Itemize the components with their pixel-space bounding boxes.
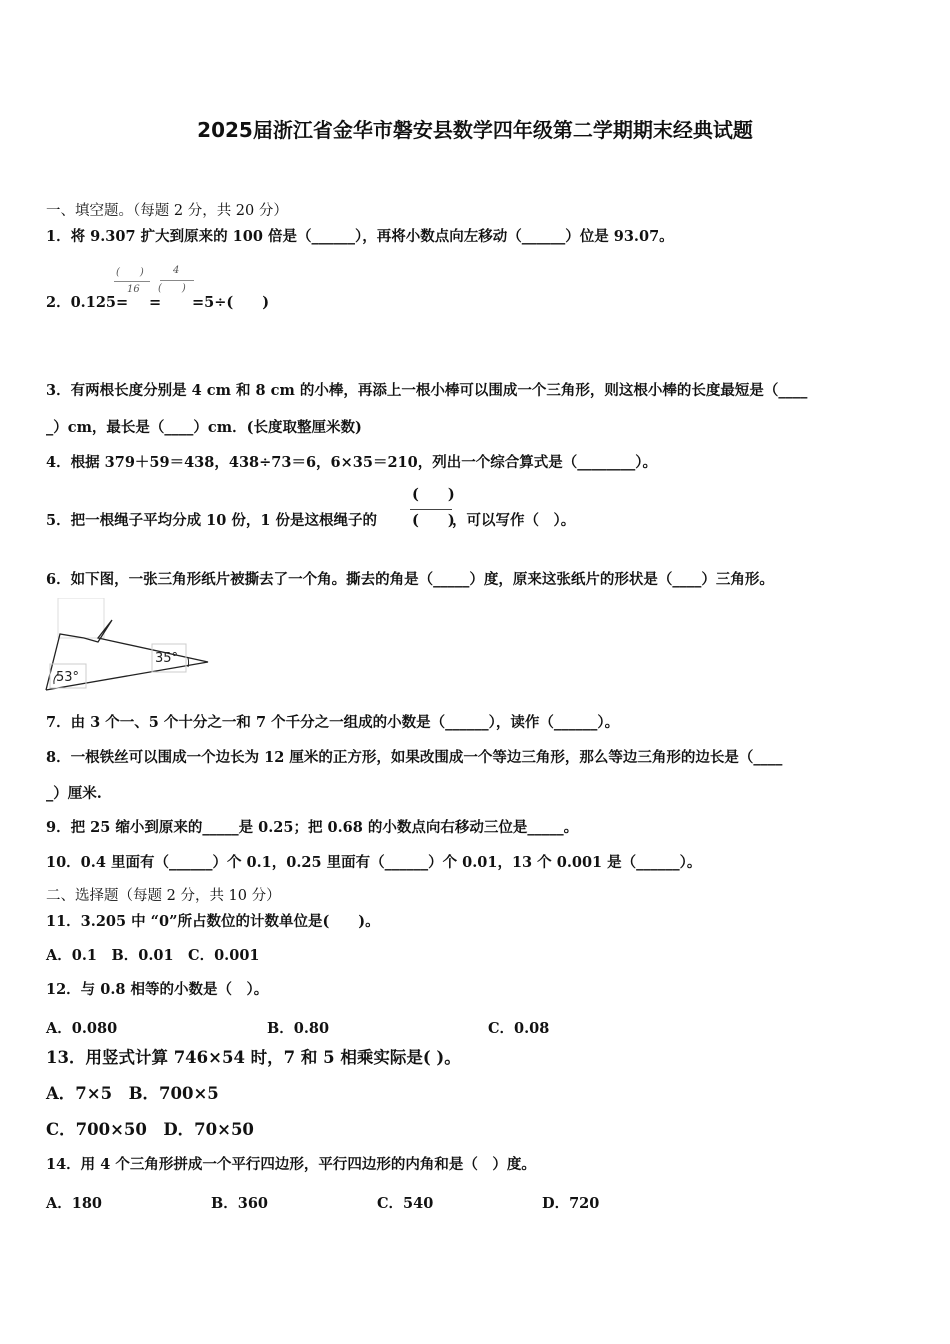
question-4: 4．根据 379＋59＝438，438÷73＝6，6×35＝210，列出一个综合算式是（________）。 xyxy=(46,454,657,471)
question-12: 12．与 0.8 相等的小数是（ ）。 xyxy=(46,981,269,998)
question-13: 13．用竖式计算 746×54 时，7 和 5 相乘实际是( )。 xyxy=(46,1048,461,1067)
question-3-line-2: _）cm，最长是（____）cm．(长度取整厘米数) xyxy=(46,419,362,436)
question-14-option-c: C．540 xyxy=(377,1195,434,1212)
question-8-line-2: _）厘米. xyxy=(46,785,102,802)
question-14-option-d: D．720 xyxy=(542,1195,600,1212)
fraction-2-bar xyxy=(160,280,194,281)
question-12-option-b: B．0.80 xyxy=(267,1020,330,1037)
question-2-prefix: 2．0.125= xyxy=(46,294,129,311)
question-13-options-row-2: C．700×50 D．70×50 xyxy=(46,1120,254,1139)
question-9: 9．把 25 缩小到原来的_____是 0.25；把 0.68 的小数点向右移动三位是_____。 xyxy=(46,819,579,836)
q5-fraction-numerator: ( ) xyxy=(412,486,455,503)
fraction-2-denominator: ( ) xyxy=(158,283,186,294)
question-5-prefix: 5．把一根绳子平均分成 10 份，1 份是这根绳子的 xyxy=(46,512,377,529)
question-5-suffix: ，可以写作（ ）。 xyxy=(452,512,576,529)
question-14-option-b: B．360 xyxy=(211,1195,269,1212)
fraction-1-denominator: 16 xyxy=(127,284,140,295)
q5-fraction-bar xyxy=(410,509,452,510)
fraction-1-numerator: ( ) xyxy=(116,267,144,278)
question-3-line-1: 3．有两根长度分别是 4 cm 和 8 cm 的小棒，再添上一根小棒可以围成一个三角形，则这根小棒的长度最短是（____ xyxy=(46,382,808,399)
q5-fraction-denominator: ( ) xyxy=(412,512,455,529)
fraction-1-bar xyxy=(114,281,150,282)
question-2-equals: = xyxy=(149,294,162,311)
fraction-2-numerator: 4 xyxy=(173,265,180,276)
torn-triangle-figure xyxy=(42,598,214,694)
right-angle-arc xyxy=(188,658,189,667)
question-2-suffix: =5÷( ) xyxy=(192,294,270,311)
question-8-line-1: 8．一根铁丝可以围成一个边长为 12 厘米的正方形，如果改围成一个等边三角形，那么等边三角形的边长是（____ xyxy=(46,749,783,766)
question-10: 10．0.4 里面有（______）个 0.1，0.25 里面有（______）个 0.01，13 个 0.001 是（______）。 xyxy=(46,854,702,871)
question-1: 1．将 9.307 扩大到原来的 100 倍是（______），再将小数点向左移动（______）位是 93.07。 xyxy=(46,228,674,245)
question-14: 14．用 4 个三角形拼成一个平行四边形，平行四边形的内角和是（ ）度。 xyxy=(46,1156,536,1173)
figure-faint-box xyxy=(58,598,104,638)
question-7: 7．由 3 个一、5 个十分之一和 7 个千分之一组成的小数是（______），读作（______）。 xyxy=(46,714,620,731)
question-12-option-a: A．0.080 xyxy=(46,1020,118,1037)
page-title: 2025届浙江省金华市磐安县数学四年级第二学期期末经典试题 xyxy=(197,118,753,142)
section-choice-heading: 二、选择题（每题 2 分，共 10 分） xyxy=(46,888,281,904)
question-6: 6．如下图，一张三角形纸片被撕去了一个角。撕去的角是（_____）度，原来这张纸片的形状是（____）三角形。 xyxy=(46,571,774,588)
question-14-option-a: A．180 xyxy=(46,1195,103,1212)
question-11-options: A．0.1 B．0.01 C．0.001 xyxy=(46,947,260,964)
section-fill-blank-heading: 一、填空题。（每题 2 分，共 20 分） xyxy=(46,203,288,219)
question-11: 11．3.205 中 “0”所占数位的计数单位是( )。 xyxy=(46,913,380,930)
angle-53-label: 53° xyxy=(56,670,80,685)
question-12-option-c: C．0.08 xyxy=(488,1020,550,1037)
angle-35-label: 35° xyxy=(155,651,179,666)
question-13-options-row-1: A．7×5 B．700×5 xyxy=(46,1084,219,1103)
